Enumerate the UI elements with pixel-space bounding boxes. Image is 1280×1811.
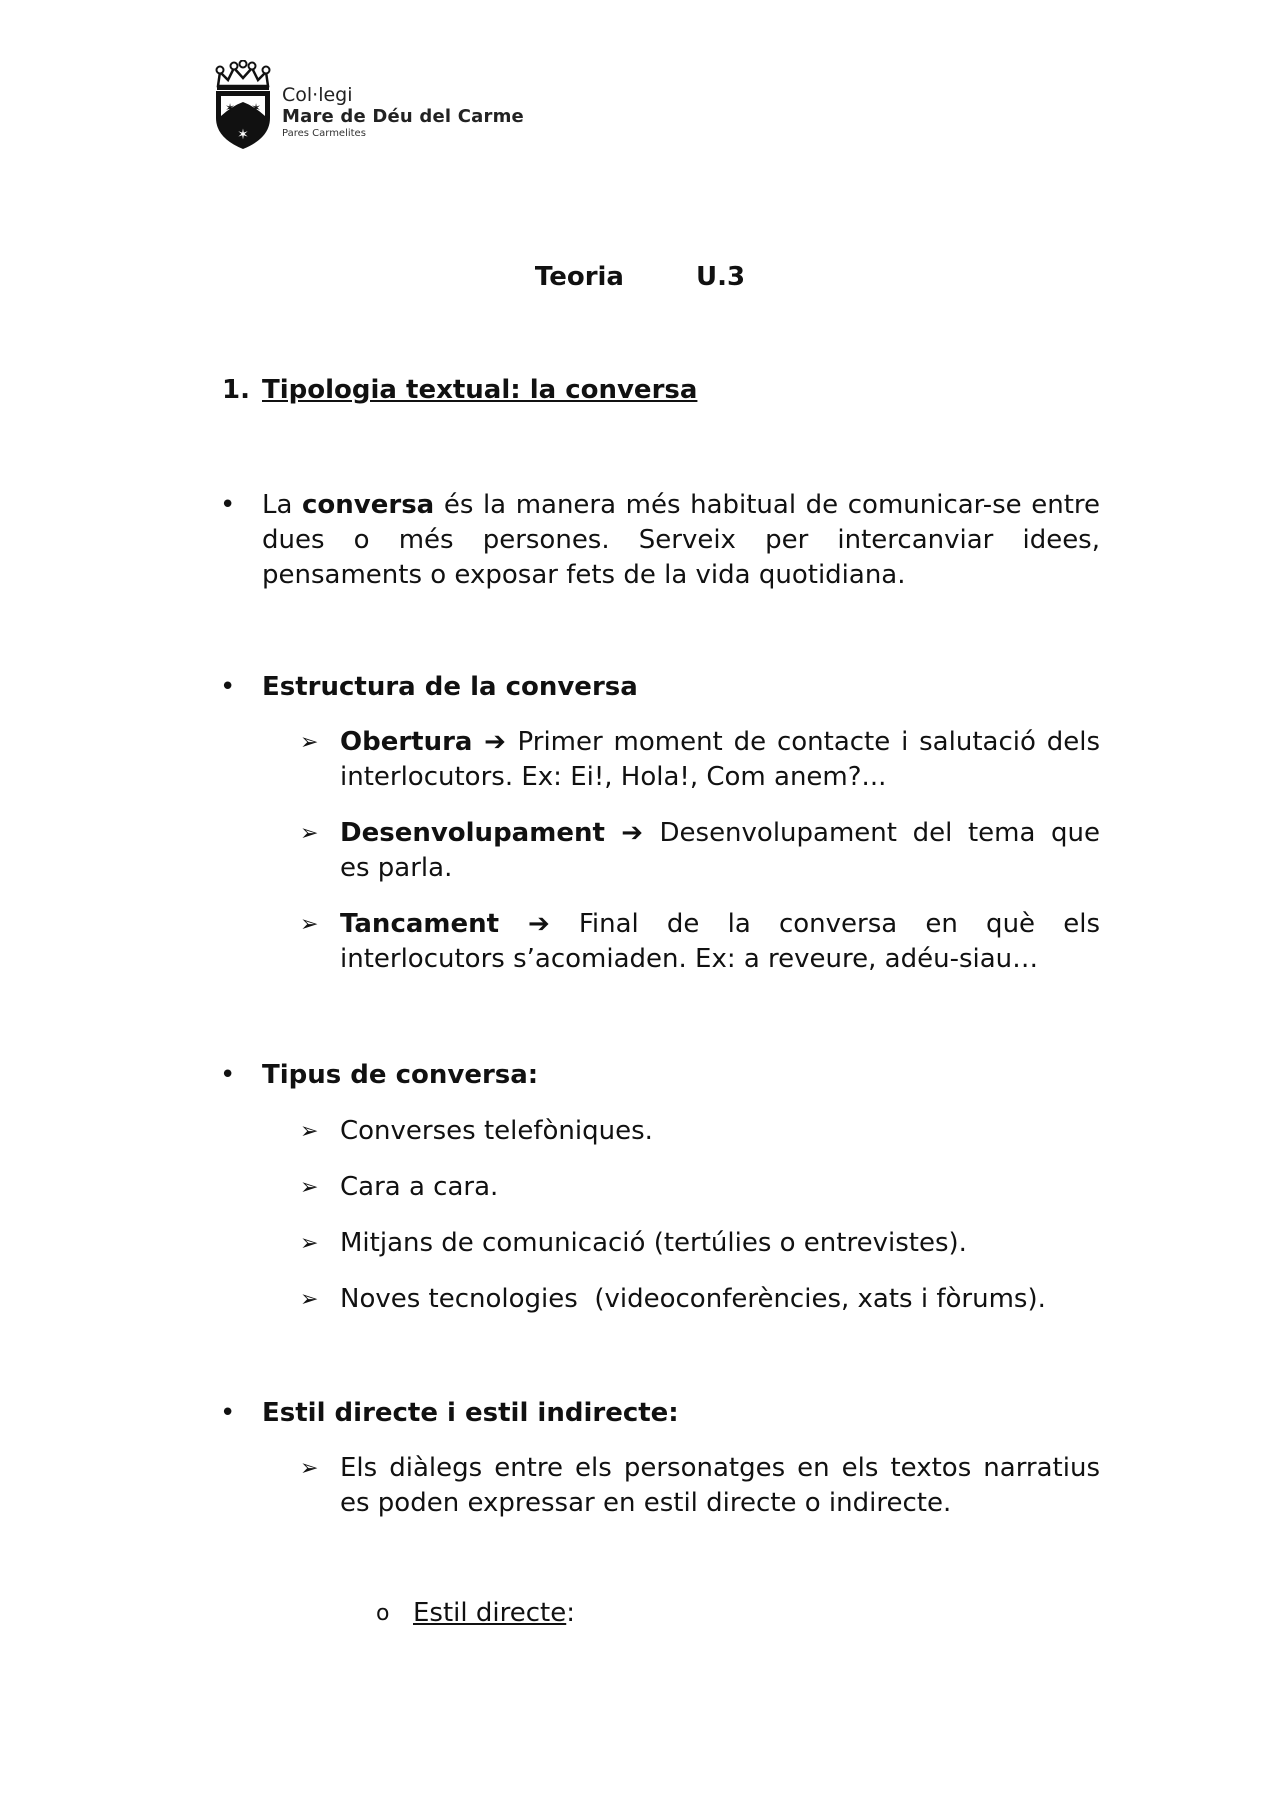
- arrow-bullet-icon: ➢: [300, 1456, 319, 1481]
- types-heading: Tipus de conversa:: [262, 1060, 539, 1090]
- arrow-bullet-icon: ➢: [300, 1175, 319, 1200]
- page-title: [0, 262, 1280, 292]
- intro-bold: conversa: [302, 490, 435, 520]
- svg-text:✶: ✶: [224, 101, 236, 115]
- svg-text:✶: ✶: [250, 101, 262, 115]
- intro-pre: La: [262, 490, 303, 520]
- bullet-icon: •: [220, 490, 236, 520]
- types-item-media: Mitjans de comunicació (tertúlies o entrevistes).: [340, 1228, 967, 1258]
- title-unit: U.3: [695, 262, 746, 292]
- style-item: Els diàlegs entre els personatges en els textos narratius es poden expressar en estil directe o indirecte.: [340, 1453, 1100, 1518]
- intro-paragraph: [262, 488, 1100, 593]
- bullet-icon: •: [220, 672, 236, 702]
- logo-line-order: Pares Carmelites: [282, 128, 366, 139]
- intro-text: és la manera més habitual de comunicar-se entre dues o més persones. Serveix per intercanviar idees, pensaments o exposar fets de la vida quotidiana.: [262, 490, 1100, 590]
- logo-text: [282, 86, 524, 139]
- arrow-bullet-icon: ➢: [300, 912, 319, 937]
- structure-item-closing: Tancament ➔ Final de la conversa en què els interlocutors s’acomiaden. Ex: a reveure, adéu-siau…: [340, 909, 1100, 974]
- structure-item-opening: Obertura ➔ Primer moment de contacte i salutació dels interlocutors. Ex: Ei!, Hola!, Com anem?...: [340, 727, 1100, 792]
- direct-style-label: Estil directe:: [413, 1598, 575, 1628]
- structure-heading: Estructura de la conversa: [262, 672, 638, 702]
- types-item-technologies: Noves tecnologies (videoconferències, xats i fòrums).: [340, 1284, 1046, 1314]
- title-theory: Teoria: [534, 262, 624, 292]
- arrow-bullet-icon: ➢: [300, 821, 319, 846]
- structure-item-development: Desenvolupament ➔ Desenvolupament del tema que es parla.: [340, 818, 1100, 883]
- circle-bullet-icon: o: [376, 1601, 390, 1626]
- section-title: Tipologia textual: la conversa: [262, 375, 698, 405]
- arrow-bullet-icon: ➢: [300, 1231, 319, 1256]
- style-heading: Estil directe i estil indirecte:: [262, 1398, 679, 1428]
- arrow-bullet-icon: ➢: [300, 1119, 319, 1144]
- arrow-bullet-icon: ➢: [300, 1287, 319, 1312]
- bullet-icon: •: [220, 1398, 236, 1428]
- section-heading: [222, 373, 698, 408]
- logo-line-college: Col·legi: [282, 84, 353, 106]
- logo-line-school-name: Mare de Déu del Carme: [282, 106, 524, 127]
- bullet-icon: •: [220, 1060, 236, 1090]
- svg-text:✶: ✶: [237, 127, 249, 143]
- arrow-bullet-icon: ➢: [300, 730, 319, 755]
- types-item-face-to-face: Cara a cara.: [340, 1172, 499, 1202]
- crest-icon: [212, 60, 274, 150]
- types-item-phone: Converses telefòniques.: [340, 1116, 653, 1146]
- section-number: 1.: [222, 375, 250, 405]
